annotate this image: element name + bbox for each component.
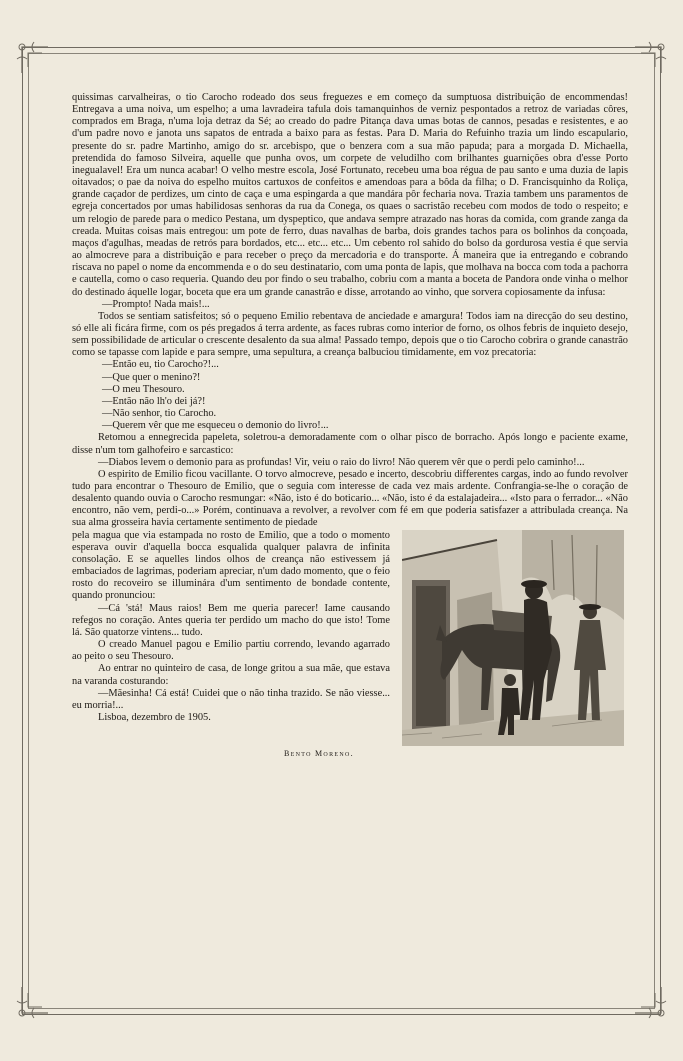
left-text-column [72,530,390,725]
dialog-line: —Querem vêr que me esqueceu o demonio do livro!... [102,420,329,432]
paragraph: Ao entrar no quinteiro de casa, de longe gritou a sua mãe, que estava na varanda costurando: [72,663,390,687]
paragraph: —Mãesinha! Cá está! Cuidei que o não tinha trazido. Se não viesse... eu morria!... [72,687,390,711]
corner-ornament-icon [14,39,56,81]
corner-ornament-icon [627,39,669,81]
dialog-line: —Não senhor, tio Carocho. [102,408,217,420]
corner-ornament-icon [627,979,669,1021]
place-date: Lisboa, dezembro de 1905. [98,711,211,723]
opening-paragraph: quissimas carvalheiras, o tio Carocho rodeado dos seus freguezes e em começo da sumptuosa distribuição de encommendas! Entregava a uma noiva, um espelho; a uma lavradeira tafula dois tamanquinhos de verniz pespontados a retroz de variadas côres, comprados em Braga, n'uma loja detraz da Sé; ao creado do padre Pitança dava umas botas de cannos, pesadas e resistentes, e ao d'um padre novo e janota uns sapatos de entrada a baixo para as festas. Para D. Maria do Refuinho trazia um lindo escapulario, presente do sr. padre Martinho, amigo do sr. arcebispo, que o benzera com a sua mão papuda; para a morgada D. Michaella, pretendida do famoso Silveira, aquelle que punha ovos, um corpete de veludilho com brilhantes guarnições obra d'esse Porto inegualavel! Era um nunca acabar! O velho mestre escola, José Fortunato, recebeu uma boa régua de pau santo e uma duzia de lapis oitavados; o pae da noiva do espelho muitos cartuxos de confeitos e amendoas para a bôda da filha; o D. Francisquinho da Roliça, grande caçador de perdizes, um cinto de caça e uma espingarda a que mandára pôr fecharia nova. Trazia tambem uns paramentos de egreja concertados por umas habilidosas senhoras da rua da Conega, os quaes o sacristão recebeu com modos de todo o respeito; e um relogio de parede para o medico Pestana, um dyspeptico, que andava sempre atrazado nas horas da comida, com grande zanga da creada. Muitas coisas mais entregou: um pote de ferro, duas navalhas de barba, dois grandes tachos para os bolinhos da conçoada, maços d'agulhas, meadas de retrós para bordados, etc... etc... etc... Um cebento rol sahido do bolso da gordurosa vestia é que servia ao almocreve para a distribuição e para receber o preço da mercadoria e do transporte. Á maneira que ia entregando e cobrando riscava no papel o nome da encommenda e o do seu destinatario, com uma ponta de lapis, que molhava na bocca com toda a pachorra e cautella, como o caso requeria. Quando deu por findo o seu trabalho, cobriu com a manta a boceta de Pandora onde vinha o melhor do destinado áquelle logar, boceta que era um grande canastrão e disse, arrotando ao vinho, que sorvera copiosamente da infusa: [72,92,628,298]
author-signature: Bento Moreno. [284,748,354,758]
paragraph: pela magua que via estampada no rosto de Emilio, que a todo o momento esperava ouvir d'aquella bocca esqualida qualquer palavra de infinita consolação. E se aquelles lindos olhos de creança não estivessem já embaciados de lagrimas, poderiam apreciar, n'um dado momento, que o feio rosto do recoveiro se illuminára d'um sentimento de bondade contente, quando pronunciou: [72,529,390,602]
dialog-line: —Que quer o menino?! [102,371,201,383]
dialog-line: —O meu Thesouro. [102,383,185,395]
paragraph: Retomou a ennegrecida papeleta, soletrou-a demoradamente com o olhar pisco de borracho. Após longo e paciente exame, disse n'um tom galhofeiro e sarcastico: [72,432,628,456]
article-body [72,92,628,762]
dialog-line: —Então eu, tio Carocho?!... [102,359,219,371]
dialog-line: —Prompto! Nada mais!... [102,298,210,310]
paragraph: —Cá 'stá! Maus raios! Bem me queria parecer! Iame causando refegos no coração. Antes queria ter perdido um macho do que isto! Tome lá. São quatorze vintens... tudo. [72,602,390,638]
paragraph: Todos se sentiam satisfeitos; só o pequeno Emilio rebentava de anciedade e amargura! Todos iam na direcção do seu destino, só elle ali ficára firme, com os pés pregados á terra ardente, as faces rubras como interior de forno, os olhos febris de inquieto desejo, sem possibilidade de articular o crescente desalento da sua alma! Passado tempo, depois que o tio Carocho cobrira o grande canastrão como se tapasse com lapide e para sempre, uma sepultura, a creança balbuciou timidamente, em voz precatoria: [72,310,628,359]
engraving-almocreve-with-mule-icon [402,530,624,746]
dialog-line: —Então não lh'o dei já?! [102,395,206,407]
paragraph: O creado Manuel pagou e Emilio partiu correndo, levando agarrado ao peito o seu Thesouro. [72,639,390,663]
paragraph: —Diabos levem o demonio para as profundas! Vir, veiu o raio do livro! Não querem vêr que o perdi pelo caminho!... [98,456,585,468]
paragraph: O espirito de Emilio ficou vacillante. O torvo almocreve, pesado e incerto, descobriu differentes cargas, indo ao fundo revolver tudo para encontrar o Thesouro de Emilio, que o seguia com interesse de cada vez mais ardente. Confrangia-se-lhe o coração de desalento quando ouvia o Carocho resmungar: «Não, isto é do boticario... «Não, isto é da estalajadeira... «Isto para o ferrador... «Não encontro, não vem, perdi-o...» Porém, continuava a revolver, a revolver com fé em que poderia satisfazer a attribulada creança. Na sua alma grosseira havia certamente sentimento de piedade [72,468,628,529]
corner-ornament-icon [14,979,56,1021]
column-with-illustration [72,530,628,762]
